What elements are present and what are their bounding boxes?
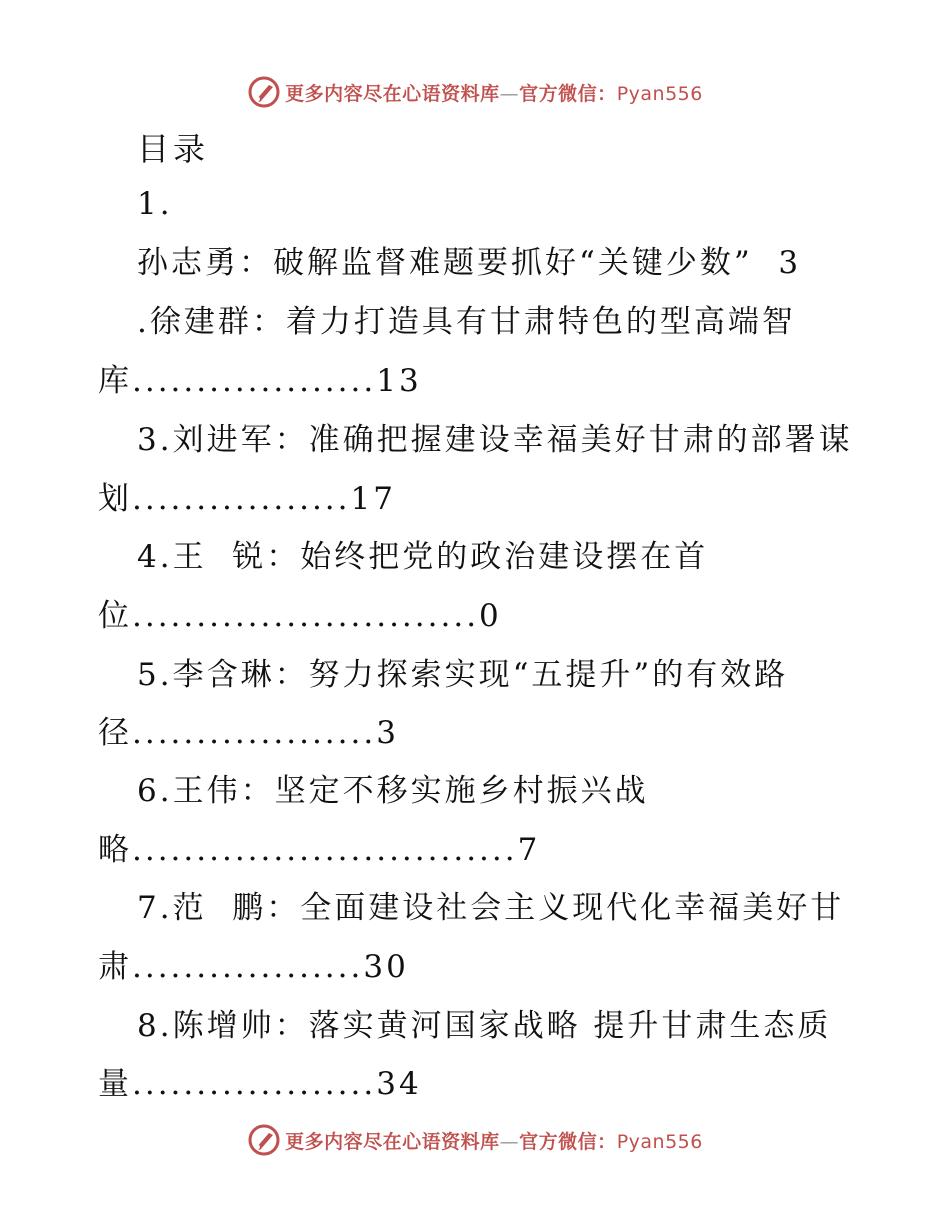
toc-line: 划.................17 — [98, 481, 396, 517]
toc-line: 位...........................0 — [98, 598, 502, 634]
toc-line: 7.范 鹏：全面建设社会主义现代化幸福美好甘 — [137, 890, 845, 926]
toc-line: 径...................3 — [98, 715, 399, 751]
toc-line: 4.王 锐：始终把党的政治建设摆在首 — [137, 539, 709, 575]
toc-line: .徐建群：着力打造具有甘肃特色的型高端智 — [137, 304, 796, 340]
pen-logo-icon — [247, 75, 281, 109]
toc-line: 量...................34 — [98, 1066, 422, 1102]
toc-line: 肃..................30 — [98, 949, 409, 985]
watermark-header — [0, 72, 950, 112]
toc-line: 1. — [137, 186, 173, 222]
watermark-text: 更多内容尽在心语资料库—官方微信：Pyan556 — [285, 1130, 703, 1153]
toc-title: 目录 — [137, 130, 210, 168]
toc-line: 孙志勇：破解监督难题要抓好“关键少数” 3 — [137, 245, 802, 281]
toc-line: 5.李含琳：努力探索实现“五提升”的有效路 — [137, 657, 789, 693]
toc-line: 8.陈增帅：落实黄河国家战略 提升甘肃生态质 — [137, 1008, 832, 1044]
toc-line: 6.王伟：坚定不移实施乡村振兴战 — [137, 773, 649, 809]
watermark-footer — [0, 1120, 950, 1160]
toc-line: 库...................13 — [98, 363, 422, 399]
watermark-text: 更多内容尽在心语资料库—官方微信：Pyan556 — [285, 82, 703, 105]
toc-line: 略..............................7 — [98, 832, 541, 868]
pen-logo-icon — [247, 1123, 281, 1157]
toc-line: 3.刘进军：准确把握建设幸福美好甘肃的部署谋 — [137, 422, 853, 458]
